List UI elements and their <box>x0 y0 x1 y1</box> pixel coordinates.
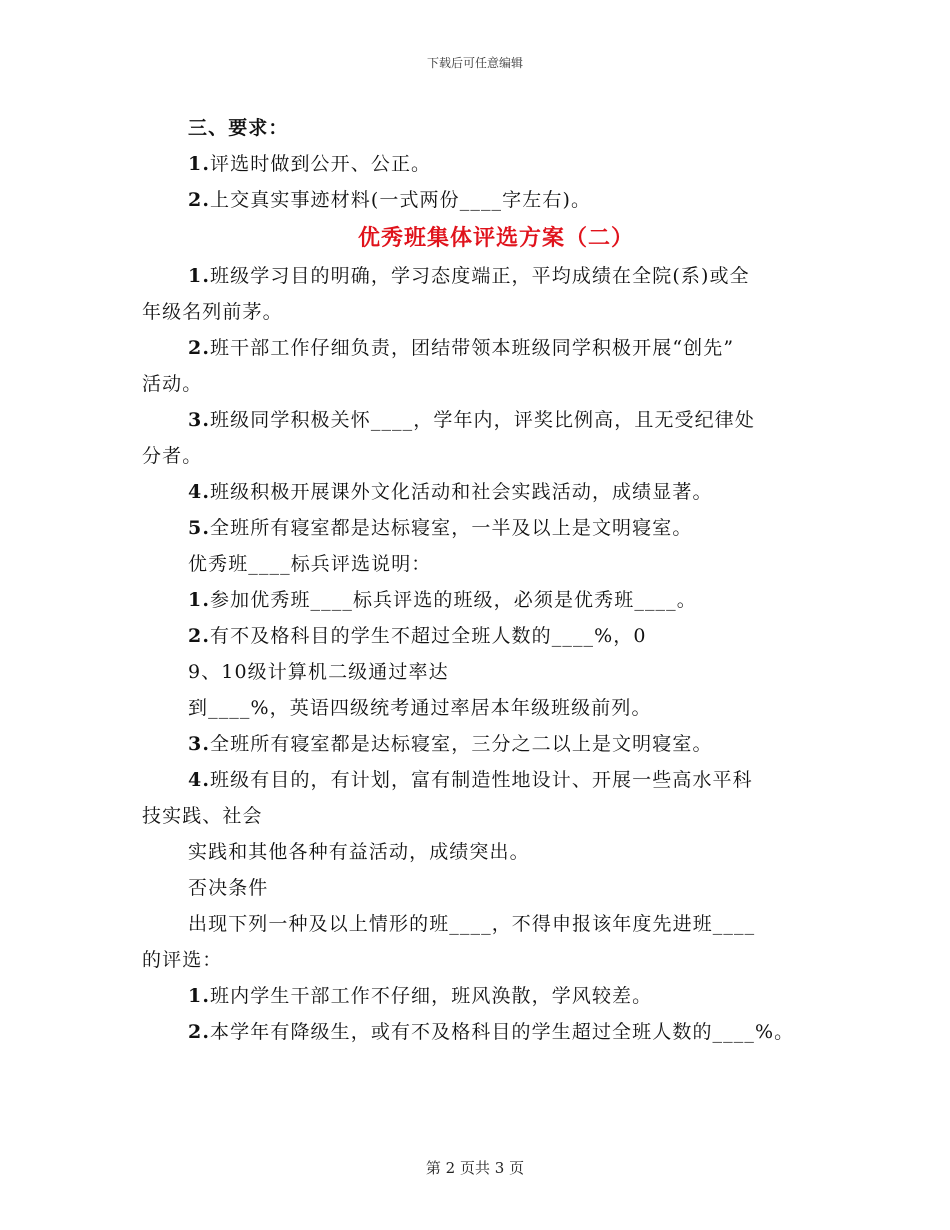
item-number: 3. <box>188 733 211 755</box>
item-number: 5. <box>188 517 211 539</box>
document-body <box>142 110 810 1050</box>
item-number: 2. <box>188 1021 211 1043</box>
item-text: 全班所有寝室都是达标寝室，一半及以上是文明寝室。 <box>210 517 693 539</box>
criterion-5 <box>142 510 810 546</box>
item-number: 1. <box>188 153 211 175</box>
note-3 <box>142 726 810 762</box>
note-1 <box>142 582 810 618</box>
requirement-1 <box>142 146 810 182</box>
criterion-3-continued: 分者。 <box>142 445 203 467</box>
criterion-4 <box>142 474 810 510</box>
veto-1 <box>142 978 810 1014</box>
item-text: 班内学生干部工作不仔细，班风涣散，学风较差。 <box>210 985 653 1007</box>
note-4-line-3: 实践和其他各种有益活动，成绩突出。 <box>188 841 530 863</box>
item-number: 2. <box>188 189 211 211</box>
item-text: 班级积极开展课外文化活动和社会实践活动，成绩显著。 <box>210 481 713 503</box>
item-number: 3. <box>188 409 211 431</box>
item-number: 2. <box>188 625 211 647</box>
note-heading: 优秀班____标兵评选说明： <box>188 553 432 575</box>
veto-heading: 否决条件 <box>188 877 269 899</box>
note-2-line-3: 到____%，英语四级统考通过率居本年级班级前列。 <box>188 697 652 719</box>
item-number: 4. <box>188 769 211 791</box>
veto-intro-continued: 的评选： <box>142 949 223 971</box>
note-4-continued: 技实践、社会 <box>142 805 263 827</box>
page-header: 下载后可任意编辑 <box>426 56 523 70</box>
veto-2 <box>142 1014 810 1050</box>
item-text: 班干部工作仔细负责，团结带领本班级同学积极开展“创先” <box>210 337 735 359</box>
item-number: 4. <box>188 481 211 503</box>
criterion-1 <box>142 258 810 294</box>
item-number: 1. <box>188 589 211 611</box>
item-number: 2. <box>188 337 211 359</box>
criterion-2-continued: 活动。 <box>142 373 203 395</box>
item-number: 1. <box>188 985 211 1007</box>
item-number: 1. <box>188 265 211 287</box>
item-text: 参加优秀班____标兵评选的班级，必须是优秀班____。 <box>210 589 697 611</box>
note-2 <box>142 618 810 654</box>
criterion-3 <box>142 402 810 438</box>
item-text: 本学年有降级生，或有不及格科目的学生超过全班人数的____%。 <box>210 1021 795 1043</box>
item-text: 有不及格科目的学生不超过全班人数的____%，0 <box>210 625 647 647</box>
criterion-2 <box>142 330 810 366</box>
note-4 <box>142 762 810 798</box>
requirement-2 <box>142 182 810 218</box>
item-text: 上交真实事迹材料(一式两份____字左右)。 <box>210 189 592 211</box>
document-title: 优秀班集体评选方案（二） <box>357 225 634 251</box>
item-text: 评选时做到公开、公正。 <box>210 153 432 175</box>
veto-intro: 出现下列一种及以上情形的班____，不得申报该年度先进班____ <box>188 913 756 935</box>
item-text: 全班所有寝室都是达标寝室，三分之二以上是文明寝室。 <box>210 733 713 755</box>
section-heading: 三、要求： <box>188 117 289 139</box>
item-text: 班级学习目的明确，学习态度端正，平均成绩在全院(系)或全 <box>210 265 750 287</box>
note-2-line-2: 9、10级计算机二级通过率达 <box>188 661 449 683</box>
page-footer: 第 2 页共 3 页 <box>425 1159 525 1177</box>
item-text: 班级同学积极关怀____，学年内，评奖比例高，且无受纪律处 <box>210 409 755 431</box>
item-text: 班级有目的，有计划，富有制造性地设计、开展一些高水平科 <box>210 769 753 791</box>
criterion-1-continued: 年级名列前茅。 <box>142 301 283 323</box>
